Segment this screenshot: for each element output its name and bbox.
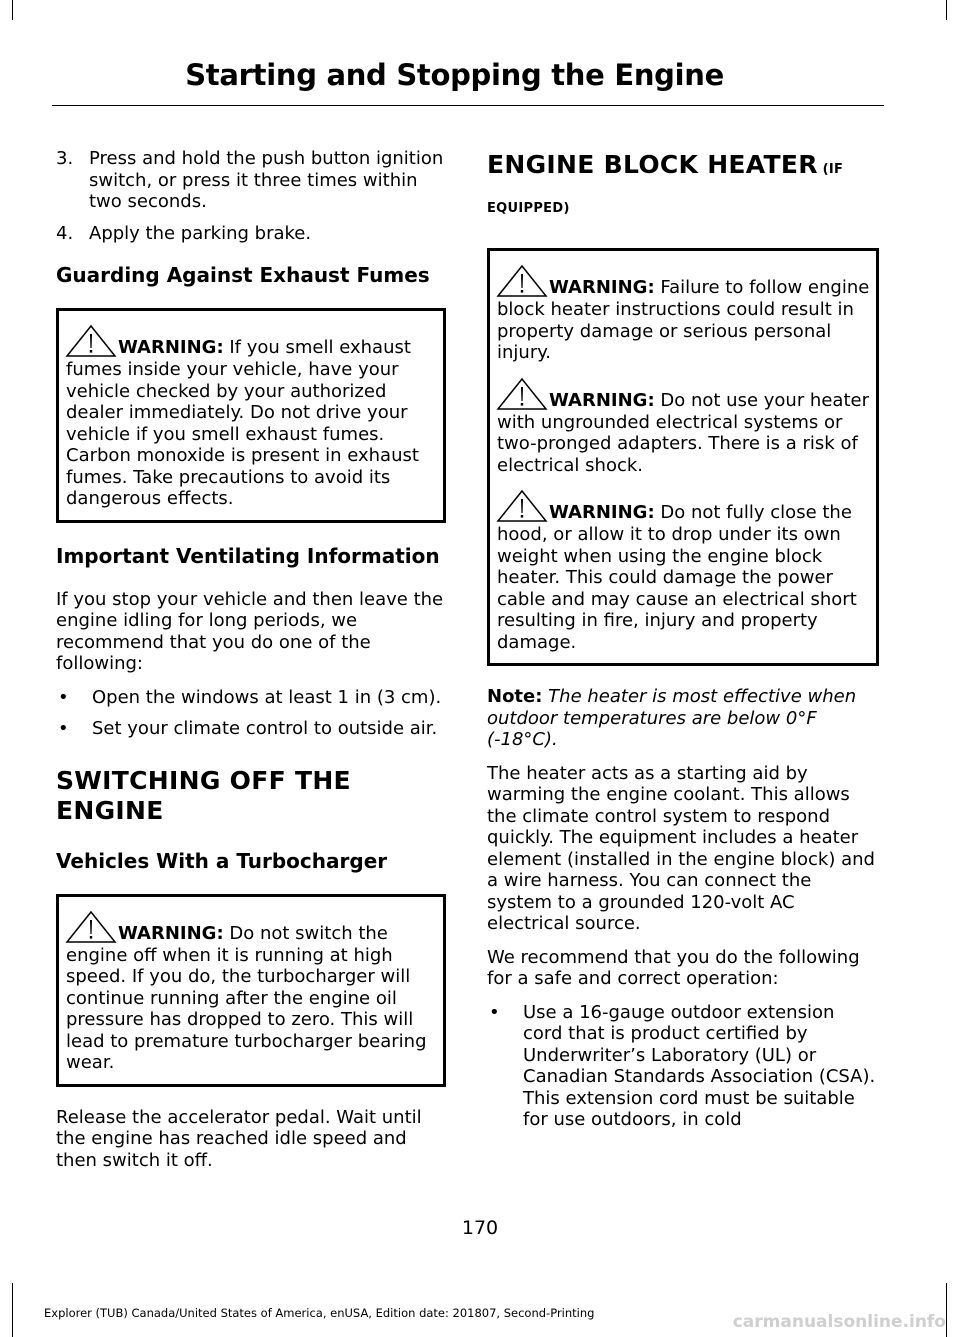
header-rule [52, 105, 884, 106]
left-column [56, 148, 446, 1183]
warning-triangle-icon [495, 376, 549, 412]
warning-paragraph: WARNING: If you smell exhaust fumes inside your vehicle, have your vehicle checked by your authorized dealer immediately. Do not drive your vehicle if you smell exhaust fumes. Carbon monoxide is present in exhaust fumes. Take precautions to avoid its dangerous effects. [66, 323, 437, 510]
warning-paragraph: WARNING: Do not fully close the hood, or allow it to drop under its own weight when using the engine block heater. This could damage the power cable and may cause an electrical short resulting in fire, injury and property damage. [497, 488, 870, 653]
warning-triangle-icon [495, 488, 549, 524]
turbo-warning-box [56, 894, 446, 1087]
right-column [487, 148, 879, 1141]
list-item: • Open the windows at least 1 in (3 cm). [58, 686, 442, 708]
crop-mark-bottom-left [12, 1283, 13, 1337]
warning-paragraph: WARNING: Failure to follow engine block heater instructions could result in property damage or serious personal injury. [497, 263, 870, 364]
step-item: 4. Apply the parking brake. [56, 222, 312, 244]
exhaust-heading: Guarding Against Exhaust Fumes [56, 263, 430, 287]
exhaust-warning-box [56, 308, 446, 523]
release-text: Release the accelerator pedal. Wait until the engine has reached idle speed and then switch it off. [56, 1106, 422, 1171]
crop-mark-top-left [12, 0, 13, 20]
engine-block-heater-heading: ENGINE BLOCK HEATER (IF EQUIPPED) [487, 150, 844, 216]
ventilating-heading: Important Ventilating Information [56, 543, 440, 568]
step-item: 3. Press and hold the push button ignition switch, or press it three times within two seconds. [56, 148, 444, 212]
heater-description: The heater acts as a starting aid by warming the engine coolant. This allows the climate control system to respond quickly. The equipment includes a heater element (installed in the engine block) and a wire harness. You can connect the system to a grounded 120-volt AC electrical source. [487, 762, 875, 934]
heater-warning-box [487, 248, 879, 666]
crop-mark-top-right [946, 0, 947, 20]
recommendation-text: We recommend that you do the following for a safe and correct operation: [487, 946, 860, 989]
list-item: • Use a 16-gauge outdoor extension cord that is product certified by Underwriter’s Laboratory (UL) or Canadian Standards Association (CSA). This extension cord must be suitable for use outdoors, in cold [489, 1001, 876, 1130]
crop-mark-bottom-right [946, 1283, 947, 1337]
warning-paragraph: WARNING: Do not switch the engine off when it is running at high speed. If you do, the turbocharger will continue running after the engine oil pressure has dropped to zero. This will lead to premature turbocharger bearing wear. [66, 909, 437, 1074]
watermark: carmanualsonline.info [732, 1312, 946, 1332]
list-item: • Set your climate control to outside air. [58, 718, 438, 739]
switching-off-heading: SWITCHING OFF THE ENGINE [56, 765, 351, 825]
footer-edition: Explorer (TUB) Canada/United States of America, enUSA, Edition date: 201807, Second-Printing [44, 1306, 595, 1320]
warning-paragraph: WARNING: Do not use your heater with ungrounded electrical systems or two-pronged adapters. There is a risk of electrical shock. [497, 376, 870, 477]
turbocharger-heading: Vehicles With a Turbocharger [56, 848, 388, 873]
warning-triangle-icon [64, 323, 118, 359]
page-title: Starting and Stopping the Engine [185, 58, 724, 92]
ventilating-text: If you stop your vehicle and then leave the engine idling for long periods, we recommend that you do one of the following: [56, 588, 444, 674]
note-paragraph: Note: The heater is most effective when outdoor temperatures are below 0°F (-18°C). [487, 686, 857, 750]
page-number: 170 [461, 1217, 499, 1239]
warning-triangle-icon [495, 263, 549, 299]
warning-triangle-icon [64, 909, 118, 945]
